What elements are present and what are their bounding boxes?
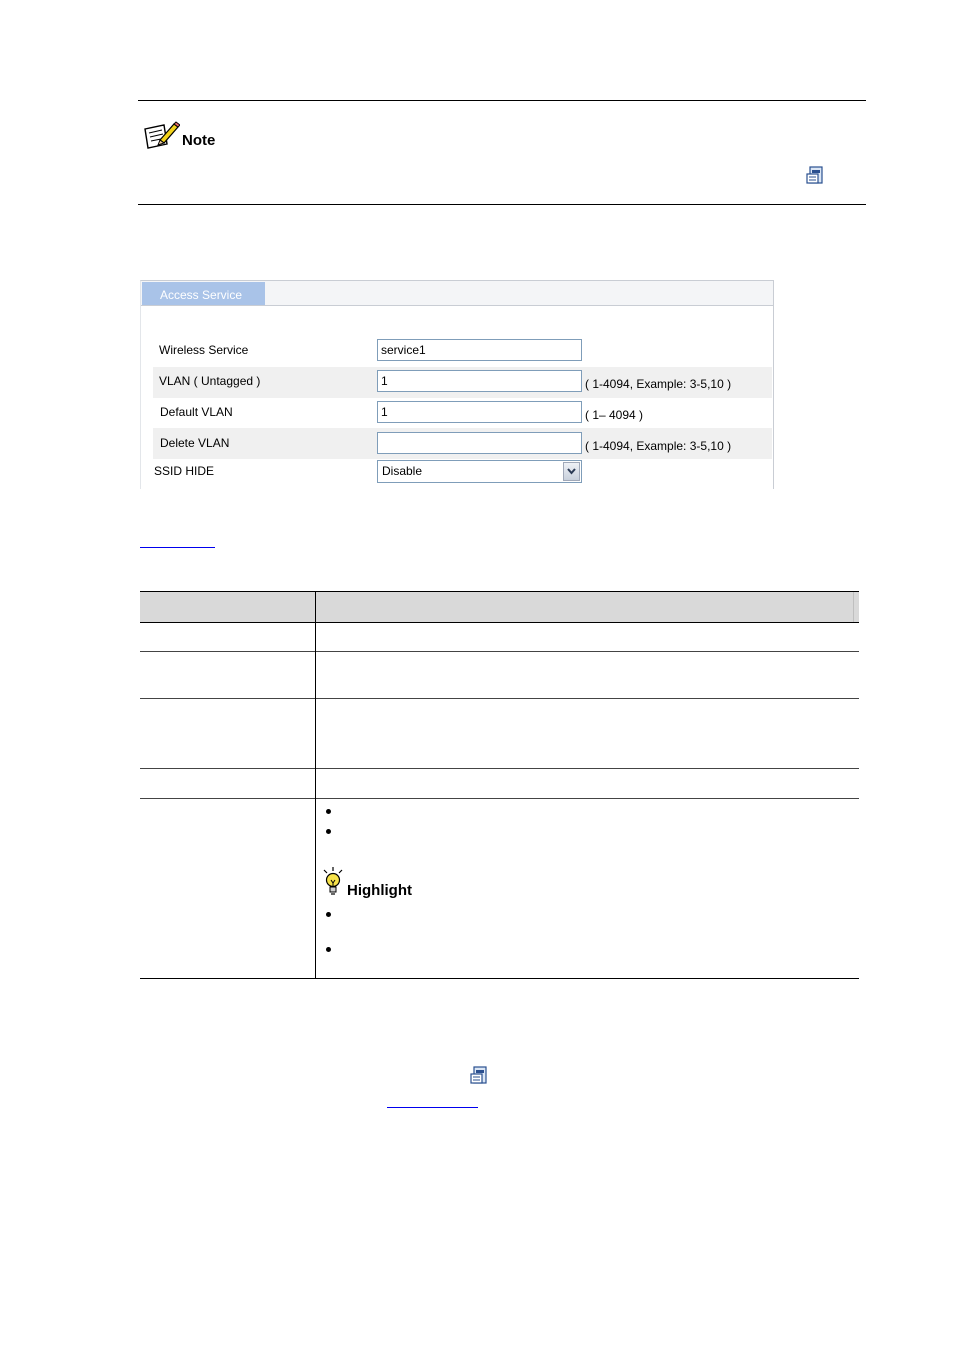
chevron-down-icon[interactable] bbox=[563, 462, 580, 481]
delete-vlan-label: Delete VLAN bbox=[160, 436, 230, 450]
note-bottom-rule bbox=[138, 204, 866, 205]
ssid-hide-selected: Disable bbox=[382, 464, 423, 478]
vlan-untagged-hint: ( 1-4094, Example: 3-5,10 ) bbox=[585, 377, 732, 391]
note-title: Note bbox=[182, 132, 216, 149]
ssid-hide-select[interactable] bbox=[377, 460, 582, 483]
list-bullet bbox=[326, 829, 331, 834]
table-header-edge bbox=[853, 592, 854, 622]
wireless-service-input[interactable] bbox=[377, 339, 582, 361]
tab-access-service[interactable]: Access Service bbox=[142, 282, 265, 305]
highlight-title: Highlight bbox=[347, 882, 412, 899]
table-header bbox=[140, 592, 859, 622]
delete-vlan-hint: ( 1-4094, Example: 3-5,10 ) bbox=[585, 439, 732, 453]
table-bottom-rule bbox=[140, 978, 859, 979]
table-top-rule bbox=[140, 591, 859, 592]
list-bullet bbox=[326, 912, 331, 917]
figure-reference-link[interactable] bbox=[387, 1107, 478, 1108]
note-top-rule bbox=[138, 100, 866, 101]
list-bullet bbox=[326, 809, 331, 814]
ssid-hide-label: SSID HIDE bbox=[154, 464, 215, 478]
table-column-divider bbox=[315, 591, 316, 979]
lightbulb-icon bbox=[322, 867, 344, 897]
list-bullet bbox=[326, 947, 331, 952]
vlan-untagged-label: VLAN ( Untagged ) bbox=[159, 374, 261, 388]
table-row-rule bbox=[140, 768, 859, 769]
wireless-service-label: Wireless Service bbox=[159, 343, 249, 357]
table-header-rule bbox=[140, 622, 859, 623]
default-vlan-input[interactable] bbox=[377, 401, 582, 423]
table-row-rule bbox=[140, 698, 859, 699]
vlan-untagged-input[interactable] bbox=[377, 370, 582, 392]
tab-strip bbox=[141, 281, 773, 306]
delete-vlan-input[interactable] bbox=[377, 432, 582, 454]
default-vlan-label: Default VLAN bbox=[160, 405, 233, 419]
table-row-rule bbox=[140, 651, 859, 652]
table-reference-link[interactable] bbox=[140, 547, 215, 548]
table-row-rule bbox=[140, 798, 859, 799]
config-icon[interactable] bbox=[470, 1065, 490, 1085]
config-icon[interactable] bbox=[806, 165, 826, 185]
default-vlan-hint: ( 1– 4094 ) bbox=[585, 408, 644, 422]
note-pencil-icon bbox=[142, 120, 180, 150]
